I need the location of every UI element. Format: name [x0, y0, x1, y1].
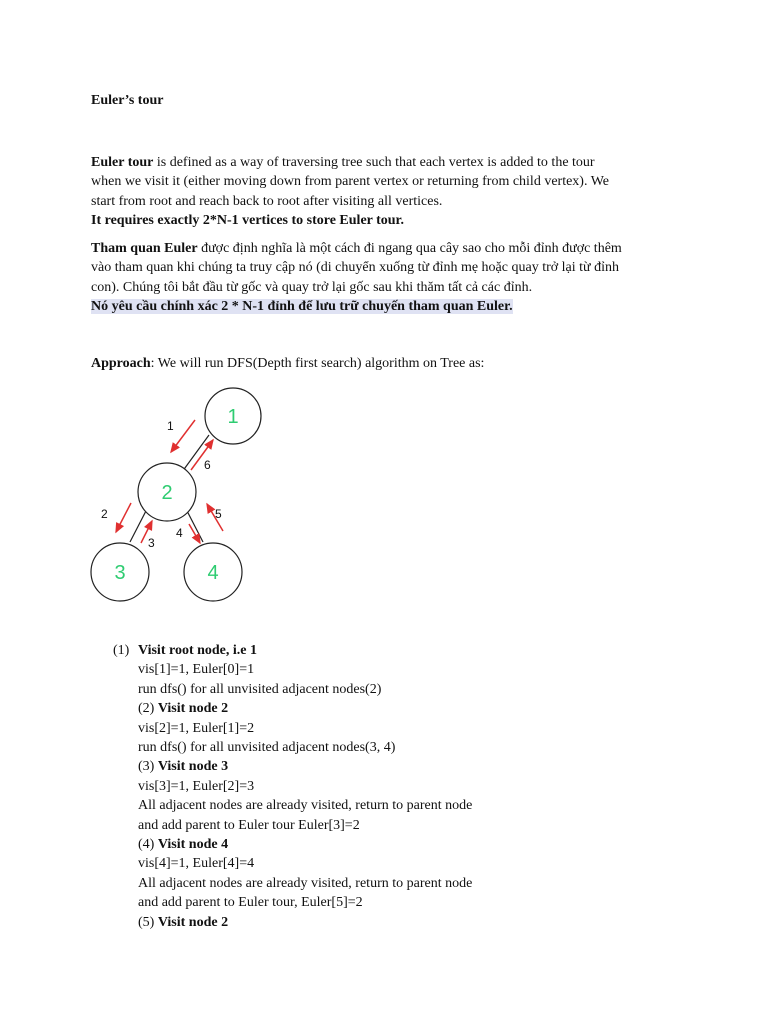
step-number: (5) — [138, 914, 158, 930]
step-line: vis[4]=1, Euler[4]=4 — [138, 856, 255, 872]
line: when we visit it (either moving down from parent vertex or returning from child vertex). We — [91, 174, 610, 190]
line: vào tham quan khi chúng ta truy cập nó (di chuyển xuống từ đỉnh mẹ hoặc quay trở lại từ đỉnh — [91, 260, 620, 276]
arrow-step-1 — [171, 420, 195, 452]
node-label-4: 4 — [207, 562, 219, 584]
arrow-step-2 — [116, 503, 131, 532]
approach-label: Approach — [91, 356, 151, 371]
step-line: vis[1]=1, Euler[0]=1 — [138, 662, 255, 678]
node-label-2: 2 — [161, 482, 173, 504]
step-line: run dfs() for all unvisited adjacent nodes(3, 4) — [138, 740, 396, 756]
term: Euler tour — [91, 155, 154, 170]
step-number: (4) — [138, 837, 158, 853]
step-label-6: 6 — [204, 458, 211, 472]
node-label-3: 3 — [114, 562, 126, 584]
text: is defined as a way of traversing tree such that each vertex is added to the tour — [153, 155, 595, 170]
term: Tham quan Euler — [91, 241, 198, 256]
edge-2-3 — [130, 507, 148, 542]
approach-text: : We will run DFS(Depth first search) algorithm on Tree as: — [150, 356, 485, 371]
step-line: and add parent to Euler tour Euler[3]=2 — [138, 817, 360, 833]
step-title: Visit root node, i.e 1 — [138, 643, 257, 658]
approach-line — [91, 356, 484, 372]
text: được định nghĩa là một cách đi ngang qua cây sao cho mỗi đỉnh được thêm — [197, 241, 622, 256]
steps-list — [113, 641, 673, 932]
step-line: vis[2]=1, Euler[1]=2 — [138, 720, 255, 736]
step-line: All adjacent nodes are already visited, return to parent node — [138, 798, 473, 814]
step-label-2: 2 — [101, 507, 108, 521]
step-title: Visit node 2 — [157, 701, 229, 717]
line: con). Chúng tôi bắt đầu từ gốc và quay trở lại gốc sau khi thăm tất cả các đỉnh. — [91, 279, 533, 295]
node-label-1: 1 — [227, 406, 239, 428]
step-label-1: 1 — [167, 419, 174, 433]
step-number: (3) — [138, 759, 158, 775]
step-title: Visit node 3 — [157, 759, 229, 775]
step-title: Visit node 4 — [157, 837, 229, 853]
document-title: Euler’s tour — [91, 93, 164, 108]
step-number: (1) — [113, 643, 130, 658]
step-number: (2) — [138, 701, 158, 717]
step-line: and add parent to Euler tour, Euler[5]=2 — [138, 895, 363, 911]
requirement-line: It requires exactly 2*N-1 vertices to store Euler tour. — [91, 213, 404, 229]
step-label-5: 5 — [215, 507, 222, 521]
step-line: run dfs() for all unvisited adjacent nodes(2) — [138, 681, 382, 697]
step-line: All adjacent nodes are already visited, return to parent node — [138, 875, 473, 891]
step-title: Visit node 2 — [157, 914, 229, 930]
step-4-heading — [113, 835, 673, 854]
euler-tour-tree-diagram — [85, 382, 275, 607]
line: start from root and reach back to root after visiting all vertices. — [91, 193, 443, 209]
highlighted-requirement: Nó yêu cầu chính xác 2 * N-1 đỉnh để lưu trữ chuyến tham quan Euler. — [91, 299, 513, 315]
line — [91, 155, 595, 170]
step-2-heading — [113, 699, 673, 718]
step-1-heading — [113, 641, 673, 660]
english-definition — [91, 153, 691, 231]
step-5-heading — [113, 913, 673, 932]
step-label-3: 3 — [148, 536, 155, 550]
line — [91, 241, 622, 256]
step-label-4: 4 — [176, 526, 183, 540]
step-line: vis[3]=1, Euler[2]=3 — [138, 778, 255, 794]
vietnamese-definition — [91, 239, 691, 317]
step-3-heading — [113, 757, 673, 776]
